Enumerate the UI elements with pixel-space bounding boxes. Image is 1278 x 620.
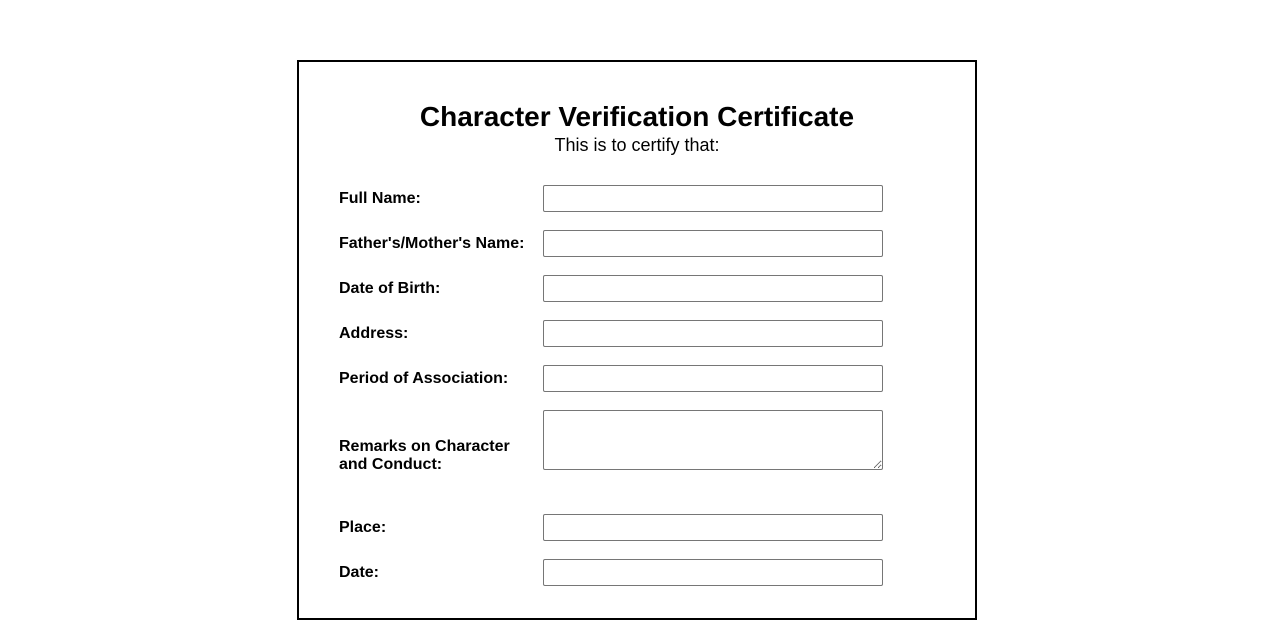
date-label: Date:: [339, 564, 380, 581]
date-input[interactable]: [543, 559, 883, 586]
certificate-subtitle: This is to certify that:: [554, 135, 720, 155]
period-of-association-input[interactable]: [543, 365, 883, 392]
period-of-association-label: Period of Association:: [339, 370, 509, 387]
parent-name-input[interactable]: [543, 230, 883, 257]
remarks-label: Remarks on Character and Conduct:: [339, 438, 510, 473]
parent-name-label: Father's/Mother's Name:: [339, 235, 525, 252]
place-label: Place:: [339, 519, 387, 536]
address-input[interactable]: [543, 320, 883, 347]
certificate-panel: [297, 60, 977, 620]
remarks-textarea[interactable]: [543, 410, 883, 470]
date-of-birth-input[interactable]: [543, 275, 883, 302]
date-of-birth-label: Date of Birth:: [339, 280, 441, 297]
full-name-input[interactable]: [543, 185, 883, 212]
certificate-title: Character Verification Certificate: [419, 101, 855, 132]
full-name-label: Full Name:: [339, 190, 421, 207]
address-label: Address:: [339, 325, 409, 342]
place-input[interactable]: [543, 514, 883, 541]
